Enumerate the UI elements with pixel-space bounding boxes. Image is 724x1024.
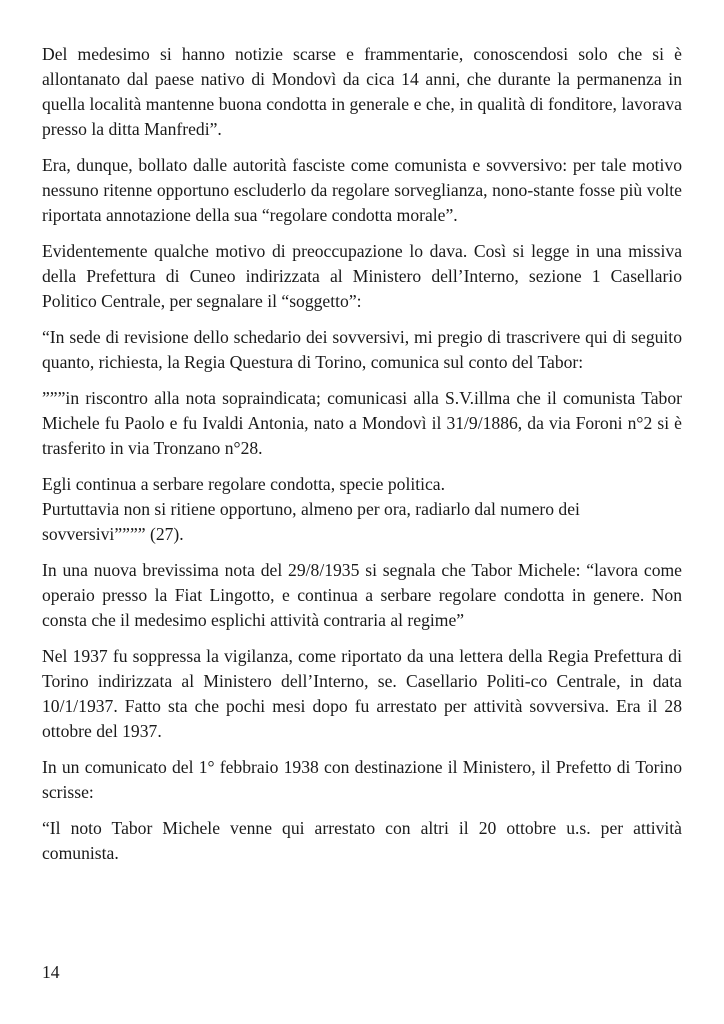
- paragraph-8: Nel 1937 fu soppressa la vigilanza, come riportato da una lettera della Regia Prefettura di Torino indirizzata al Ministero dell’Interno, se. Casellario Politi-co Centrale, in data 10/1/1937. Fatto sta che pochi mesi dopo fu arrestato per attività sovversiva. Era il 28 ottobre del 1937.: [42, 646, 682, 741]
- paragraph-3: Evidentemente qualche motivo di preoccupazione lo dava. Così si legge in una missiva della Prefettura di Cuneo indirizzata al Ministero dell’Interno, sezione 1 Casellario Politico Centrale, per segnalare il “soggetto”:: [42, 241, 682, 311]
- body-text: [42, 42, 682, 877]
- paragraph-9: In un comunicato del 1° febbraio 1938 con destinazione il Ministero, il Prefetto di Torino scrisse:: [42, 757, 682, 802]
- paragraph-5: ”””in riscontro alla nota sopraindicata; comunicasi alla S.V.illma che il comunista Tabor Michele fu Paolo e fu Ivaldi Antonia, nato a Mondovì il 31/9/1886, da via Foroni n°2 si è trasferito in via Tronzano n°28.: [42, 388, 682, 458]
- page-number: 14: [42, 962, 60, 982]
- paragraph-2: Era, dunque, bollato dalle autorità fasciste come comunista e sovversivo: per tale motivo nessuno ritenne opportuno escluderlo da regolare sorveglianza, nono-stante fosse più volte riportata annotazione della sua “regolare condotta morale”.: [42, 155, 682, 225]
- paragraph-7: In una nuova brevissima nota del 29/8/1935 si segnala che Tabor Michele: “lavora come operaio presso la Fiat Lingotto, e continua a serbare regolare condotta in genere. Non consta che il medesimo esplichi attività contraria al regime”: [42, 560, 682, 630]
- paragraph-6: Egli continua a serbare regolare condotta, specie politica. Purtuttavia non si ritiene opportuno, almeno per ora, radiarlo dal numero dei sovversivi”””” (27).: [42, 474, 580, 544]
- paragraph-10: “Il noto Tabor Michele venne qui arrestato con altri il 20 ottobre u.s. per attività comunista.: [42, 818, 682, 863]
- paragraph-1: Del medesimo si hanno notizie scarse e frammentarie, conoscendosi solo che si è allontanato dal paese nativo di Mondovì da cica 14 anni, che durante la permanenza in quella località mantenne buona condotta in generale e che, in qualità di fonditore, lavorava presso la ditta Manfredi”.: [42, 44, 682, 139]
- paragraph-4: “In sede di revisione dello schedario dei sovversivi, mi pregio di trascrivere qui di seguito quanto, richiesta, la Regia Questura di Torino, comunica sul conto del Tabor:: [42, 327, 682, 372]
